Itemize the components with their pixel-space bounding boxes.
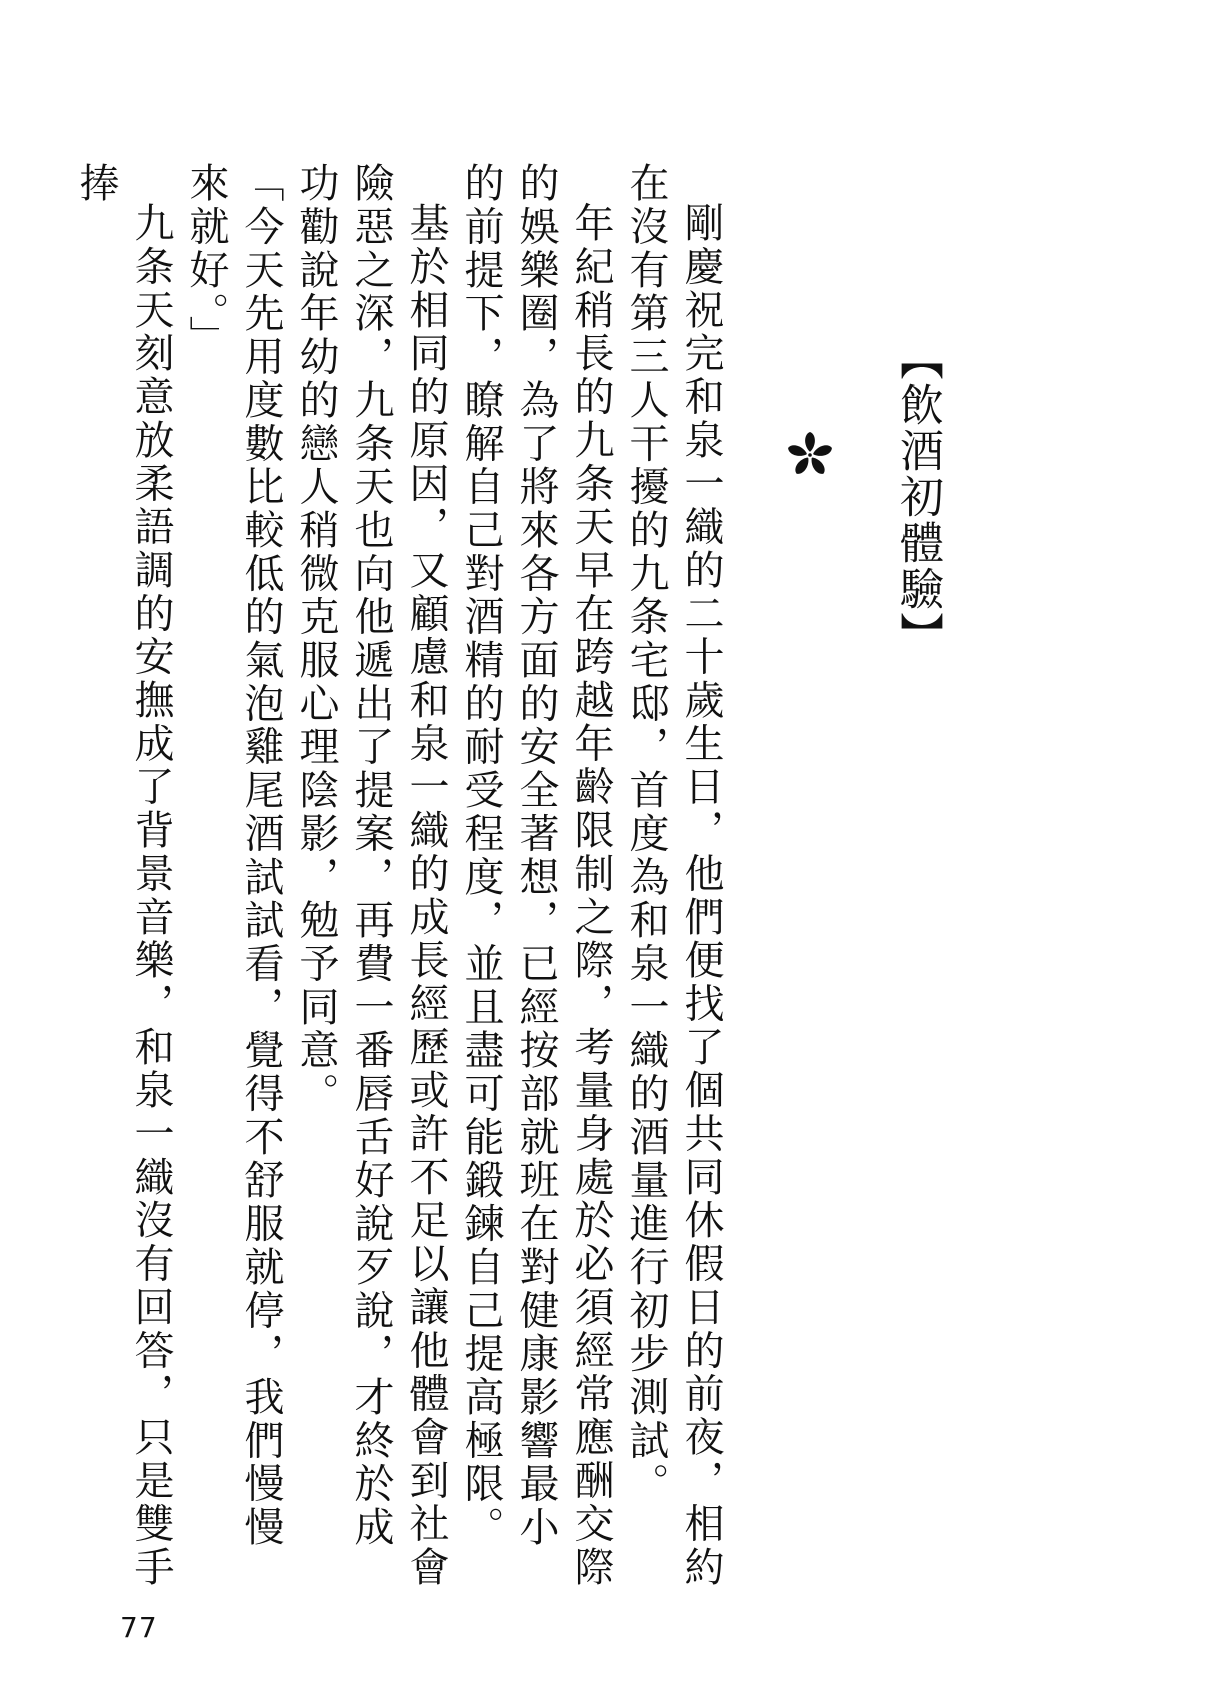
paragraph-2: 年紀稍長的九条天早在跨越年齡限制之際，考量身處於必須經常應酬交際的娛樂圈，為了將來各方面的安全著想，已經按部就班在對健康影響最小的前提下，瞭解自己對酒精的耐受程度，並且盡可能鍛鍊自己提高極限。 xyxy=(458,162,614,1590)
page-number: 77 xyxy=(120,1611,158,1644)
paragraph-1: 剛慶祝完和泉一織的二十歲生日，他們便找了個共同休假日的前夜，相約在沒有第三人干擾的九条宅邸，首度為和泉一織的酒量進行初步測試。 xyxy=(623,162,724,1590)
paragraph-3: 基於相同的原因，又顧慮和泉一織的成長經歷或許不足以讓他體會到社會險惡之深，九条天也向他遞出了提案，再費一番唇舌好說歹說，才終於成功勸說年幼的戀人稍微克服心理陰影，勉予同意。 xyxy=(293,162,449,1590)
body-text xyxy=(68,162,728,1592)
paragraph-5: 九条天刻意放柔語調的安撫成了背景音樂，和泉一織沒有回答，只是雙手捧 xyxy=(73,162,174,1590)
flower-icon xyxy=(785,430,835,480)
chapter-title: 【飲酒初體驗】 xyxy=(892,336,943,658)
dialogue-paragraph: 「今天先用度數比較低的氣泡雞尾酒試試看，覺得不舒服就停，我們慢慢來就好。」 xyxy=(183,162,284,1550)
